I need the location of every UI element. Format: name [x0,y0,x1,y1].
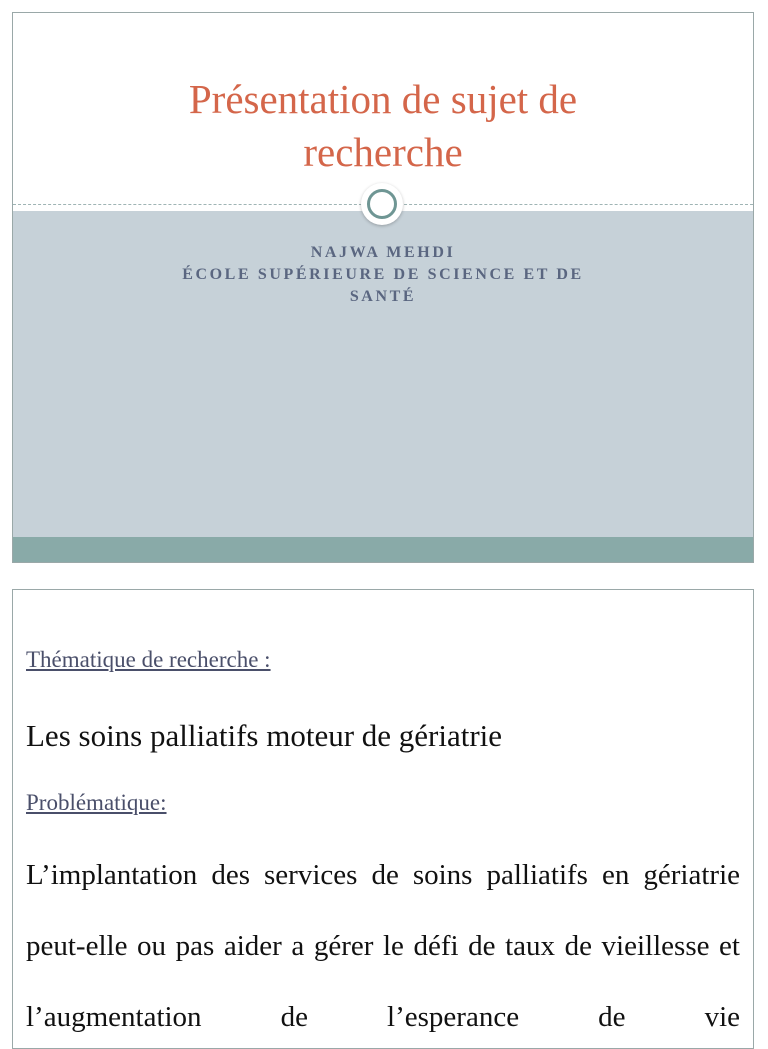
thematique-text: Les soins palliatifs moteur de gériatrie [26,718,503,753]
content-slide [12,589,754,1049]
author-name: NAJWA MEHDI [310,244,456,261]
circle-ornament-icon [361,183,403,225]
slide-subtitle [13,242,753,308]
slide-title [13,73,753,179]
slide-title-line-2: recherche [303,129,463,175]
slide-title-line-1: Présentation de sujet de [188,76,578,122]
problematique-text: L’implantation des services de soins palliatifs en gériatrie peut-elle ou pas aider a gérer le défi de taux de vieillesse et l’augmentation de l’esperance de vie [26,859,740,1033]
problematique-heading: Problématique: [26,790,167,815]
title-slide [12,12,754,563]
institution-line-2: SANTÉ [349,288,417,305]
thematique-heading: Thématique de recherche : [26,647,271,672]
institution-line-1: ÉCOLE SUPÉRIEURE DE SCIENCE ET DE [182,266,584,283]
bottom-accent-band [13,537,753,563]
